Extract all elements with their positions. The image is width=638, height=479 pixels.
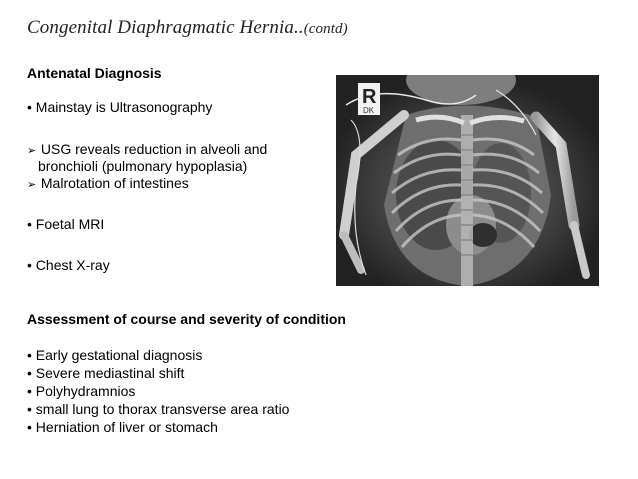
arrow-bullet-icon: ➢ [27,145,37,157]
chest-xray-image [336,75,599,286]
assessment-item: • Herniation of liver or stomach [27,419,218,435]
xray-marker-sub: DK [363,106,375,115]
slide-title [27,17,348,39]
assessment-item: • Polyhydramnios [27,383,136,399]
assessment-item: • Early gestational diagnosis [27,347,203,363]
xray-marker-letter: R [362,86,377,108]
chest-xray: • Chest X-ray [27,257,110,273]
slide-title-main: Congenital Diaphragmatic Hernia.. [27,17,304,38]
foetal-mri: • Foetal MRI [27,216,105,232]
assessment-item: • Severe mediastinal shift [27,365,185,381]
malrotation-bullet [27,175,189,194]
usg-line-1: USG reveals reduction in alveoli and [40,141,268,157]
mainstay-ultrasonography: • Mainstay is Ultrasonography [27,99,213,115]
arrow-bullet-icon: ➢ [27,179,37,191]
xray-drawing [336,75,599,286]
slide-title-suffix: (contd) [303,21,348,37]
malrotation-text: Malrotation of intestines [40,175,189,191]
usg-line-2: bronchioli (pulmonary hypoplasia) [38,158,248,174]
assessment-heading: Assessment of course and severity of condition [27,311,346,327]
antenatal-diagnosis-heading: Antenatal Diagnosis [27,65,162,81]
assessment-item: • small lung to thorax transverse area ratio [27,401,290,417]
